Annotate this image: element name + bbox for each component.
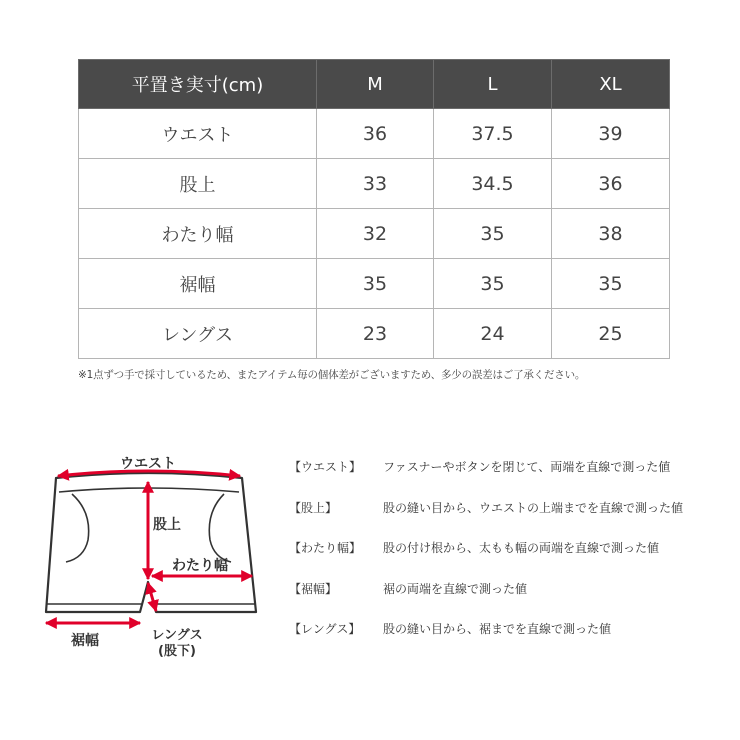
- legend-term: 【ウエスト】: [289, 460, 362, 474]
- table-row: [79, 159, 670, 209]
- legend-term: 【わたり幅】: [289, 541, 362, 555]
- table-cell: 32: [317, 209, 434, 259]
- table-header-cell: XL: [552, 60, 670, 109]
- row-label: ウエスト: [79, 109, 317, 159]
- row-label: 裾幅: [79, 259, 317, 309]
- table-row: [79, 259, 670, 309]
- row-label: わたり幅: [79, 209, 317, 259]
- length-label: レングス: [151, 628, 203, 643]
- table-cell: 35: [552, 259, 670, 309]
- left-pocket: [66, 494, 89, 562]
- size-table: [78, 59, 670, 359]
- table-cell: 34.5: [434, 159, 552, 209]
- length-arrow: [148, 583, 156, 611]
- row-label: レングス: [79, 309, 317, 359]
- table-row: [79, 109, 670, 159]
- measurement-note: ※1点ずつ手で採寸しているため、またアイテム毎の個体差がございますため、多少の誤差はご了承ください。: [78, 369, 586, 381]
- legend-term: 【裾幅】: [289, 581, 338, 596]
- legend-term: 【レングス】: [289, 622, 361, 636]
- table-header-cell: 平置き実寸(cm): [79, 60, 317, 109]
- right-pocket: [209, 494, 231, 562]
- thigh-label: わたり幅: [172, 558, 228, 574]
- legend-description: 裾の両端を直線で測った値: [383, 581, 528, 596]
- legend-description: 股の縫い目から、裾までを直線で測った値: [383, 622, 612, 636]
- legend-description: ファスナーやボタンを閉じて、両端を直線で測った値: [383, 460, 671, 474]
- table-cell: 38: [552, 209, 670, 259]
- table-row: [79, 209, 670, 259]
- table-cell: 23: [317, 309, 434, 359]
- table-header-row: [79, 60, 670, 109]
- length-sub-label: (股下): [158, 644, 196, 659]
- table-cell: 36: [552, 159, 670, 209]
- rise-label: 股上: [153, 517, 181, 533]
- table-cell: 25: [552, 309, 670, 359]
- table-header-cell: M: [317, 60, 434, 109]
- waist-label: ウエスト: [120, 456, 176, 472]
- legend-description: 股の付け根から、太もも幅の両端を直線で測った値: [383, 541, 660, 555]
- legend-term: 【股上】: [289, 500, 338, 515]
- shorts-diagram: [30, 440, 270, 670]
- table-header-cell: L: [434, 60, 552, 109]
- table-cell: 24: [434, 309, 552, 359]
- table-cell: 35: [434, 209, 552, 259]
- table-cell: 33: [317, 159, 434, 209]
- row-label: 股上: [79, 159, 317, 209]
- table-cell: 35: [317, 259, 434, 309]
- table-cell: 37.5: [434, 109, 552, 159]
- table-cell: 39: [552, 109, 670, 159]
- table-cell: 35: [434, 259, 552, 309]
- table-row: [79, 309, 670, 359]
- legend-description: 股の縫い目から、ウエストの上端までを直線で測った値: [383, 500, 684, 515]
- table-cell: 36: [317, 109, 434, 159]
- hem-label: 裾幅: [71, 633, 99, 649]
